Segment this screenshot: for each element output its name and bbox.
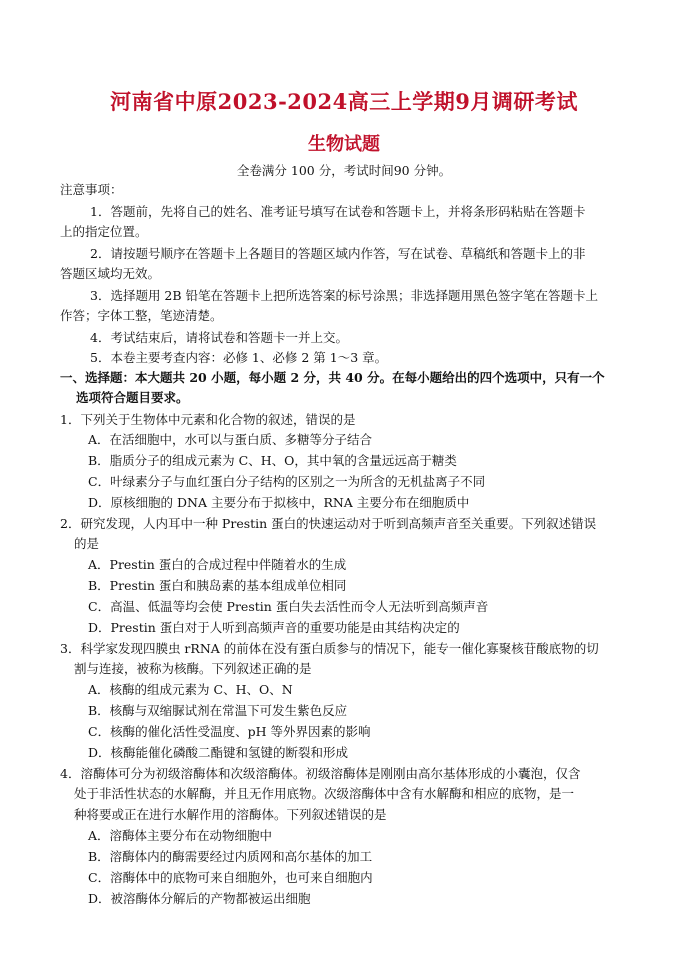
exam-title: 河南省中原2023-2024高三上学期9月调研考试 <box>110 89 578 114</box>
question-1-option-a: A．在活细胞中，水可以与蛋白质、多糖等分子结合 <box>88 432 373 447</box>
question-3-option-b: B．核酶与双缩脲试剂在常温下可发生紫色反应 <box>88 703 348 718</box>
question-1-stem: 1．下列关于生物体中元素和化合物的叙述，错误的是 <box>60 412 356 427</box>
question-3-stem: 3．科学家发现四膜虫 rRNA 的前体在没有蛋白质参与的情况下，能专一催化寡聚核苷酸底物的切 <box>60 641 599 656</box>
notice-line: 上的指定位置。 <box>60 224 148 239</box>
question-4-option-b: B．溶酶体内的酶需要经过内质网和高尔基体的加工 <box>88 849 373 864</box>
question-4-stem-cont: 种将要或正在进行水解作用的溶酶体。下列叙述错误的是 <box>74 807 387 822</box>
question-2-stem: 2．研究发现，人内耳中一种 Prestin 蛋白的快速运动对于听到高频声音至关重要。下列叙述错误 <box>60 516 597 531</box>
question-1-option-d: D．原核细胞的 DNA 主要分布于拟核中，RNA 主要分布在细胞质中 <box>88 495 470 510</box>
question-4-option-c: C．溶酶体中的底物可来自细胞外，也可来自细胞内 <box>88 870 373 885</box>
notice-line: 3．选择题用 2B 铅笔在答题卡上把所选答案的标号涂黑；非选择题用黑色签字笔在答题卡上 <box>90 288 599 303</box>
question-3-stem-cont: 割与连接，被称为核酶。下列叙述正确的是 <box>74 661 312 676</box>
question-2-option-c: C．高温、低温等均会使 Prestin 蛋白失去活性而令人无法听到高频声音 <box>88 599 489 614</box>
question-1-option-c: C．叶绿素分子与血红蛋白分子结构的区别之一为所含的无机盐离子不同 <box>88 474 486 489</box>
question-4-stem-cont: 处于非活性状态的水解酶，并且无作用底物。次级溶酶体中含有水解酶和相应的底物，是一 <box>74 786 575 801</box>
question-2-option-a: A．Prestin 蛋白的合成过程中伴随着水的生成 <box>88 557 347 572</box>
exam-subtitle: 生物试题 <box>308 134 380 155</box>
exam-info: 全卷满分 100 分，考试时间90 分钟。 <box>236 163 452 178</box>
notice-line: 答题区域均无效。 <box>60 266 161 281</box>
question-1-option-b: B．脂质分子的组成元素为 C、H、O，其中氧的含量远远高于糖类 <box>88 453 457 468</box>
question-2-stem-cont: 的是 <box>74 536 100 551</box>
notice-heading: 注意事项： <box>60 182 123 197</box>
question-2-option-d: D．Prestin 蛋白对于人听到高频声音的重要功能是由其结构决定的 <box>88 620 460 635</box>
question-3-option-d: D．核酶能催化磷酸二酯键和氢键的断裂和形成 <box>88 745 349 760</box>
section-heading-cont: 选项符合题目要求。 <box>76 390 189 405</box>
notice-line: 1．答题前，先将自己的姓名、准考证号填写在试卷和答题卡上，并将条形码粘贴在答题卡 <box>90 204 586 219</box>
question-4-stem: 4．溶酶体可分为初级溶酶体和次级溶酶体。初级溶酶体是刚刚由高尔基体形成的小囊泡，仅含 <box>60 766 581 781</box>
notice-line: 作答；字体工整，笔迹清楚。 <box>60 308 223 323</box>
question-4-option-d: D．被溶酶体分解后的产物都被运出细胞 <box>88 891 311 906</box>
section-heading: 一、选择题：本大题共 20 小题，每小题 2 分，共 40 分。在每小题给出的四个选项中，只有一个 <box>60 370 605 385</box>
notice-line: 5．本卷主要考查内容：必修 1、必修 2 第 1～3 章。 <box>90 350 388 365</box>
notice-line: 2．请按题号顺序在答题卡上各题目的答题区域内作答，写在试卷、草稿纸和答题卡上的非 <box>90 246 586 261</box>
question-4-option-a: A．溶酶体主要分布在动物细胞中 <box>88 828 273 843</box>
question-2-option-b: B．Prestin 蛋白和胰岛素的基本组成单位相同 <box>88 578 347 593</box>
question-3-option-a: A．核酶的组成元素为 C、H、O、N <box>88 682 293 697</box>
notice-line: 4．考试结束后，请将试卷和答题卡一并上交。 <box>90 330 348 345</box>
question-3-option-c: C．核酶的催化活性受温度、pH 等外界因素的影响 <box>88 724 371 739</box>
